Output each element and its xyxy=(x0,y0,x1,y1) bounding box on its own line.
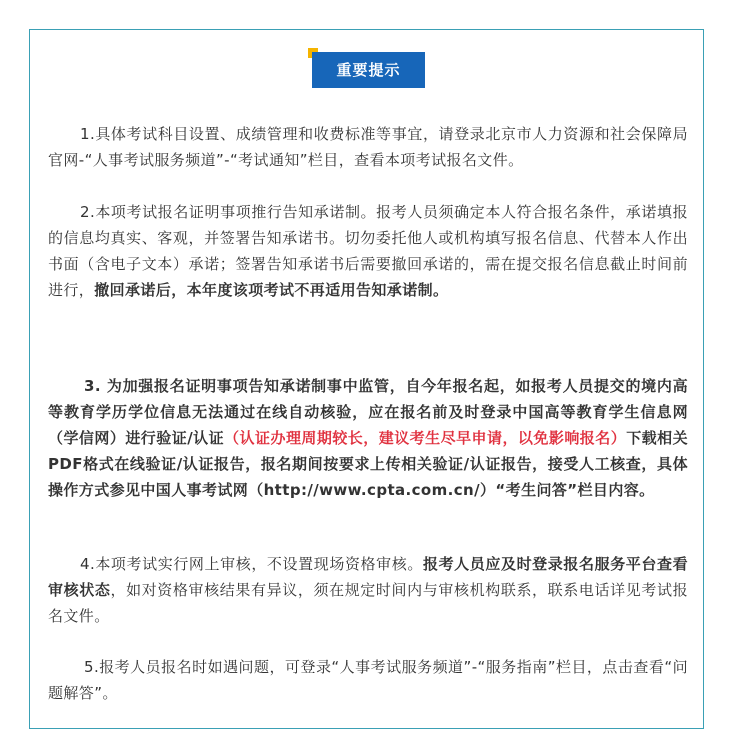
paragraph-2-bold-text: 撤回承诺后，本年度该项考试不再适用告知承诺制。 xyxy=(94,281,449,299)
paragraph-4-text-b: ，如对资格审核结果有异议，须在规定时间内与审核机构联系，联系电话详见考试报名文件。 xyxy=(48,581,688,625)
paragraph-3-bold-text-a: 3. 为加强报名证明事项告知承诺制事中监管，自今年报名起，如报考人员提交的境内高等教育学历学位信息无法通过在线自动核验，应在报名前及时登录中国高等教育学生信息网（学信网）进行验证/认证 xyxy=(48,377,688,447)
title-badge xyxy=(308,48,425,88)
paragraph-1 xyxy=(48,121,688,173)
paragraph-2-text: 2.本项考试报名证明事项推行告知承诺制。报考人员须确定本人符合报名条件，承诺填报的信息均真实、客观，并签署告知承诺书。切勿委托他人或机构填写报名信息、代替本人作出书面（含电子文本）承诺；签署告知承诺书后需要撤回承诺的，需在提交报名信息截止时间前进行， xyxy=(48,203,688,299)
paragraph-4-bold-text: 报考人员应及时登录报名服务平台查看审核状态 xyxy=(48,555,689,599)
paragraph-3-bold-text-b: 下载相关PDF格式在线验证/认证报告，报名期间按要求上传相关验证/认证报告，接受人工核查，具体操作方式参见中国人事考试网（http://www.cpta.com.cn/）“考生问答”栏目内容。 xyxy=(48,429,689,499)
notice-title: 重要提示 xyxy=(312,52,425,88)
paragraph-3-red-text: （认证办理周期较长，建议考生尽早申请，以免影响报名） xyxy=(224,429,627,447)
paragraph-3 xyxy=(48,373,688,503)
paragraph-1-text: 1.具体考试科目设置、成绩管理和收费标准等事宜，请登录北京市人力资源和社会保障局官网-“人事考试服务频道”-“考试通知”栏目，查看本项考试报名文件。 xyxy=(48,125,688,169)
paragraph-5 xyxy=(48,654,688,706)
paragraph-4-text-a: 4.本项考试实行网上审核，不设置现场资格审核。 xyxy=(80,555,423,573)
paragraph-2 xyxy=(48,199,688,303)
paragraph-4 xyxy=(48,551,688,629)
paragraph-5-text: 5.报考人员报名时如遇问题，可登录“人事考试服务频道”-“服务指南”栏目，点击查看“问题解答”。 xyxy=(48,658,688,702)
